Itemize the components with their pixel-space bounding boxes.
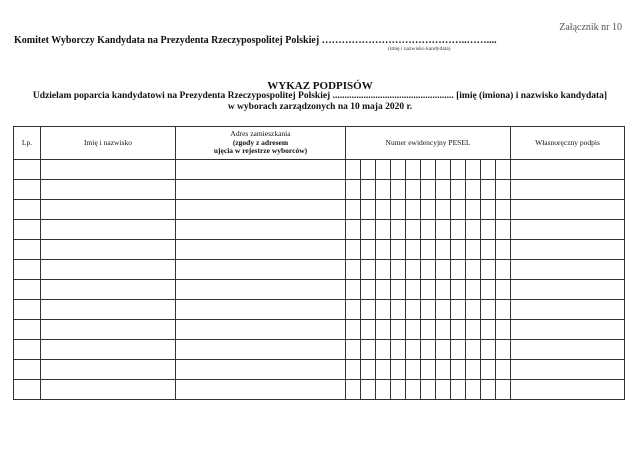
cell-lp[interactable] [14, 340, 41, 360]
header-name: Imię i nazwisko [41, 127, 176, 160]
cell-pesel-digit[interactable] [376, 220, 391, 240]
cell-pesel-digit[interactable] [436, 260, 451, 280]
cell-pesel-digit[interactable] [451, 220, 466, 240]
cell-pesel-digit[interactable] [421, 340, 436, 360]
cell-pesel-digit[interactable] [496, 240, 511, 260]
cell-pesel-digit[interactable] [451, 300, 466, 320]
header-lp: Lp. [14, 127, 41, 160]
cell-pesel-digit[interactable] [466, 160, 481, 180]
cell-signature[interactable] [511, 380, 625, 400]
cell-pesel-digit[interactable] [346, 240, 361, 260]
cell-pesel-digit[interactable] [361, 260, 376, 280]
cell-pesel-digit[interactable] [361, 380, 376, 400]
cell-signature[interactable] [511, 220, 625, 240]
table-row [14, 240, 625, 260]
cell-pesel-digit[interactable] [391, 200, 406, 220]
cell-address[interactable] [176, 240, 346, 260]
cell-pesel-digit[interactable] [421, 240, 436, 260]
header-address-line2: (zgody z adresem [232, 137, 289, 147]
cell-name[interactable] [41, 280, 176, 300]
cell-pesel-digit[interactable] [346, 300, 361, 320]
cell-lp[interactable] [14, 260, 41, 280]
cell-name[interactable] [41, 320, 176, 340]
support-statement: Udzielam poparcia kandydatowi na Prezydenta Rzeczypospolitej Polskiej ................................................... [imię (imiona) i nazwisko kandydata] [32, 91, 608, 101]
cell-pesel-digit[interactable] [391, 160, 406, 180]
cell-pesel-digit[interactable] [421, 200, 436, 220]
cell-pesel-digit[interactable] [496, 320, 511, 340]
cell-pesel-digit[interactable] [451, 320, 466, 340]
cell-pesel-digit[interactable] [376, 200, 391, 220]
cell-pesel-digit[interactable] [421, 300, 436, 320]
cell-pesel-digit[interactable] [451, 200, 466, 220]
cell-pesel-digit[interactable] [481, 180, 496, 200]
cell-lp[interactable] [14, 320, 41, 340]
cell-pesel-digit[interactable] [391, 180, 406, 200]
cell-pesel-digit[interactable] [496, 300, 511, 320]
cell-pesel-digit[interactable] [346, 220, 361, 240]
cell-signature[interactable] [511, 320, 625, 340]
cell-pesel-digit[interactable] [361, 220, 376, 240]
cell-pesel-digit[interactable] [481, 320, 496, 340]
cell-pesel-digit[interactable] [466, 260, 481, 280]
table-row [14, 220, 625, 240]
cell-signature[interactable] [511, 280, 625, 300]
header-address-line3: ujęcia w rejestrze wyborców) [213, 146, 308, 156]
cell-signature[interactable] [511, 200, 625, 220]
cell-pesel-digit[interactable] [466, 340, 481, 360]
cell-pesel-digit[interactable] [451, 280, 466, 300]
cell-pesel-digit[interactable] [496, 200, 511, 220]
table-row [14, 360, 625, 380]
cell-name[interactable] [41, 260, 176, 280]
cell-pesel-digit[interactable] [391, 380, 406, 400]
cell-pesel-digit[interactable] [496, 160, 511, 180]
cell-pesel-digit[interactable] [391, 280, 406, 300]
cell-pesel-digit[interactable] [391, 220, 406, 240]
elections-date-line: w wyborach zarządzonych na 10 maja 2020 r. [227, 102, 413, 112]
cell-pesel-digit[interactable] [361, 160, 376, 180]
cell-pesel-digit[interactable] [361, 240, 376, 260]
cell-lp[interactable] [14, 360, 41, 380]
cell-pesel-digit[interactable] [466, 280, 481, 300]
cell-pesel-digit[interactable] [421, 160, 436, 180]
cell-pesel-digit[interactable] [466, 380, 481, 400]
cell-signature[interactable] [511, 180, 625, 200]
cell-lp[interactable] [14, 160, 41, 180]
cell-pesel-digit[interactable] [391, 320, 406, 340]
table-row [14, 180, 625, 200]
cell-pesel-digit[interactable] [391, 340, 406, 360]
cell-pesel-digit[interactable] [481, 360, 496, 380]
cell-pesel-digit[interactable] [406, 280, 421, 300]
table-row [14, 380, 625, 400]
cell-pesel-digit[interactable] [481, 240, 496, 260]
document-title: WYKAZ PODPISÓW [267, 80, 373, 92]
cell-pesel-digit[interactable] [376, 340, 391, 360]
cell-pesel-digit[interactable] [376, 240, 391, 260]
cell-pesel-digit[interactable] [346, 360, 361, 380]
cell-lp[interactable] [14, 380, 41, 400]
cell-pesel-digit[interactable] [421, 320, 436, 340]
cell-signature[interactable] [511, 160, 625, 180]
table-row [14, 280, 625, 300]
cell-pesel-digit[interactable] [376, 300, 391, 320]
cell-address[interactable] [176, 300, 346, 320]
cell-pesel-digit[interactable] [496, 220, 511, 240]
cell-pesel-digit[interactable] [361, 180, 376, 200]
cell-pesel-digit[interactable] [466, 320, 481, 340]
cell-address[interactable] [176, 260, 346, 280]
table-row [14, 340, 625, 360]
cell-pesel-digit[interactable] [361, 320, 376, 340]
cell-pesel-digit[interactable] [421, 380, 436, 400]
cell-name[interactable] [41, 300, 176, 320]
cell-pesel-digit[interactable] [466, 220, 481, 240]
cell-lp[interactable] [14, 240, 41, 260]
cell-pesel-digit[interactable] [496, 340, 511, 360]
cell-name[interactable] [41, 360, 176, 380]
cell-lp[interactable] [14, 220, 41, 240]
cell-pesel-digit[interactable] [436, 200, 451, 220]
cell-pesel-digit[interactable] [421, 280, 436, 300]
cell-pesel-digit[interactable] [376, 380, 391, 400]
committee-note: (imię i nazwisko kandydata) [388, 46, 451, 52]
cell-pesel-digit[interactable] [346, 380, 361, 400]
cell-name[interactable] [41, 340, 176, 360]
cell-pesel-digit[interactable] [436, 300, 451, 320]
cell-pesel-digit[interactable] [481, 280, 496, 300]
cell-pesel-digit[interactable] [406, 220, 421, 240]
header-signature: Własnoręczny podpis [511, 127, 625, 160]
cell-name[interactable] [41, 380, 176, 400]
cell-signature[interactable] [511, 260, 625, 280]
cell-signature[interactable] [511, 300, 625, 320]
cell-pesel-digit[interactable] [361, 300, 376, 320]
cell-pesel-digit[interactable] [376, 160, 391, 180]
cell-address[interactable] [176, 160, 346, 180]
cell-pesel-digit[interactable] [361, 360, 376, 380]
table-header-row [14, 127, 625, 160]
cell-pesel-digit[interactable] [406, 260, 421, 280]
cell-pesel-digit[interactable] [421, 220, 436, 240]
header-address [176, 127, 346, 160]
cell-pesel-digit[interactable] [466, 200, 481, 220]
cell-pesel-digit[interactable] [451, 260, 466, 280]
cell-pesel-digit[interactable] [481, 260, 496, 280]
table-row [14, 320, 625, 340]
cell-pesel-digit[interactable] [346, 160, 361, 180]
cell-pesel-digit[interactable] [406, 200, 421, 220]
cell-signature[interactable] [511, 240, 625, 260]
cell-pesel-digit[interactable] [376, 280, 391, 300]
cell-pesel-digit[interactable] [496, 280, 511, 300]
cell-address[interactable] [176, 220, 346, 240]
cell-pesel-digit[interactable] [436, 160, 451, 180]
header-address-line1: Adres zamieszkania [230, 129, 291, 139]
cell-pesel-digit[interactable] [481, 380, 496, 400]
cell-pesel-digit[interactable] [346, 280, 361, 300]
cell-pesel-digit[interactable] [406, 320, 421, 340]
header-pesel: Numer ewidencyjny PESEL [346, 127, 511, 160]
signature-table [13, 126, 625, 400]
committee-line: Komitet Wyborczy Kandydata na Prezydenta Rzeczypospolitej Polskiej ……………………………………..…….... [14, 35, 497, 46]
cell-pesel-digit[interactable] [436, 320, 451, 340]
cell-name[interactable] [41, 180, 176, 200]
cell-address[interactable] [176, 380, 346, 400]
cell-pesel-digit[interactable] [346, 260, 361, 280]
cell-pesel-digit[interactable] [451, 340, 466, 360]
cell-pesel-digit[interactable] [361, 340, 376, 360]
cell-pesel-digit[interactable] [466, 300, 481, 320]
cell-pesel-digit[interactable] [496, 380, 511, 400]
cell-pesel-digit[interactable] [436, 340, 451, 360]
cell-pesel-digit[interactable] [346, 320, 361, 340]
cell-pesel-digit[interactable] [406, 180, 421, 200]
cell-lp[interactable] [14, 180, 41, 200]
cell-pesel-digit[interactable] [406, 340, 421, 360]
cell-pesel-digit[interactable] [376, 320, 391, 340]
cell-pesel-digit[interactable] [391, 360, 406, 380]
cell-pesel-digit[interactable] [421, 360, 436, 380]
cell-pesel-digit[interactable] [466, 360, 481, 380]
cell-pesel-digit[interactable] [376, 260, 391, 280]
cell-name[interactable] [41, 220, 176, 240]
table-row [14, 260, 625, 280]
cell-pesel-digit[interactable] [436, 280, 451, 300]
cell-address[interactable] [176, 340, 346, 360]
cell-pesel-digit[interactable] [346, 340, 361, 360]
cell-pesel-digit[interactable] [466, 240, 481, 260]
table-row [14, 160, 625, 180]
cell-pesel-digit[interactable] [496, 180, 511, 200]
cell-pesel-digit[interactable] [391, 240, 406, 260]
cell-address[interactable] [176, 180, 346, 200]
cell-pesel-digit[interactable] [481, 200, 496, 220]
cell-pesel-digit[interactable] [481, 160, 496, 180]
cell-pesel-digit[interactable] [436, 240, 451, 260]
cell-lp[interactable] [14, 300, 41, 320]
annex-number: Załącznik nr 10 [559, 22, 622, 33]
cell-pesel-digit[interactable] [466, 180, 481, 200]
cell-address[interactable] [176, 360, 346, 380]
cell-pesel-digit[interactable] [451, 240, 466, 260]
cell-lp[interactable] [14, 280, 41, 300]
cell-pesel-digit[interactable] [406, 160, 421, 180]
cell-pesel-digit[interactable] [406, 360, 421, 380]
cell-pesel-digit[interactable] [481, 220, 496, 240]
cell-pesel-digit[interactable] [436, 380, 451, 400]
cell-pesel-digit[interactable] [406, 380, 421, 400]
table-row [14, 200, 625, 220]
cell-pesel-digit[interactable] [391, 300, 406, 320]
cell-pesel-digit[interactable] [406, 240, 421, 260]
signature-rows [14, 160, 625, 400]
cell-pesel-digit[interactable] [496, 260, 511, 280]
cell-pesel-digit[interactable] [361, 200, 376, 220]
cell-signature[interactable] [511, 340, 625, 360]
cell-pesel-digit[interactable] [436, 220, 451, 240]
cell-pesel-digit[interactable] [436, 360, 451, 380]
cell-address[interactable] [176, 200, 346, 220]
cell-pesel-digit[interactable] [346, 200, 361, 220]
cell-pesel-digit[interactable] [481, 300, 496, 320]
cell-signature[interactable] [511, 360, 625, 380]
cell-lp[interactable] [14, 200, 41, 220]
cell-pesel-digit[interactable] [496, 360, 511, 380]
cell-address[interactable] [176, 320, 346, 340]
cell-pesel-digit[interactable] [346, 180, 361, 200]
table-row [14, 300, 625, 320]
cell-name[interactable] [41, 240, 176, 260]
cell-pesel-digit[interactable] [421, 260, 436, 280]
cell-pesel-digit[interactable] [376, 360, 391, 380]
cell-name[interactable] [41, 200, 176, 220]
cell-pesel-digit[interactable] [436, 180, 451, 200]
cell-address[interactable] [176, 280, 346, 300]
cell-pesel-digit[interactable] [391, 260, 406, 280]
cell-pesel-digit[interactable] [451, 160, 466, 180]
cell-name[interactable] [41, 160, 176, 180]
cell-pesel-digit[interactable] [481, 340, 496, 360]
cell-pesel-digit[interactable] [421, 180, 436, 200]
cell-pesel-digit[interactable] [451, 380, 466, 400]
cell-pesel-digit[interactable] [406, 300, 421, 320]
cell-pesel-digit[interactable] [451, 360, 466, 380]
cell-pesel-digit[interactable] [361, 280, 376, 300]
cell-pesel-digit[interactable] [451, 180, 466, 200]
cell-pesel-digit[interactable] [376, 180, 391, 200]
